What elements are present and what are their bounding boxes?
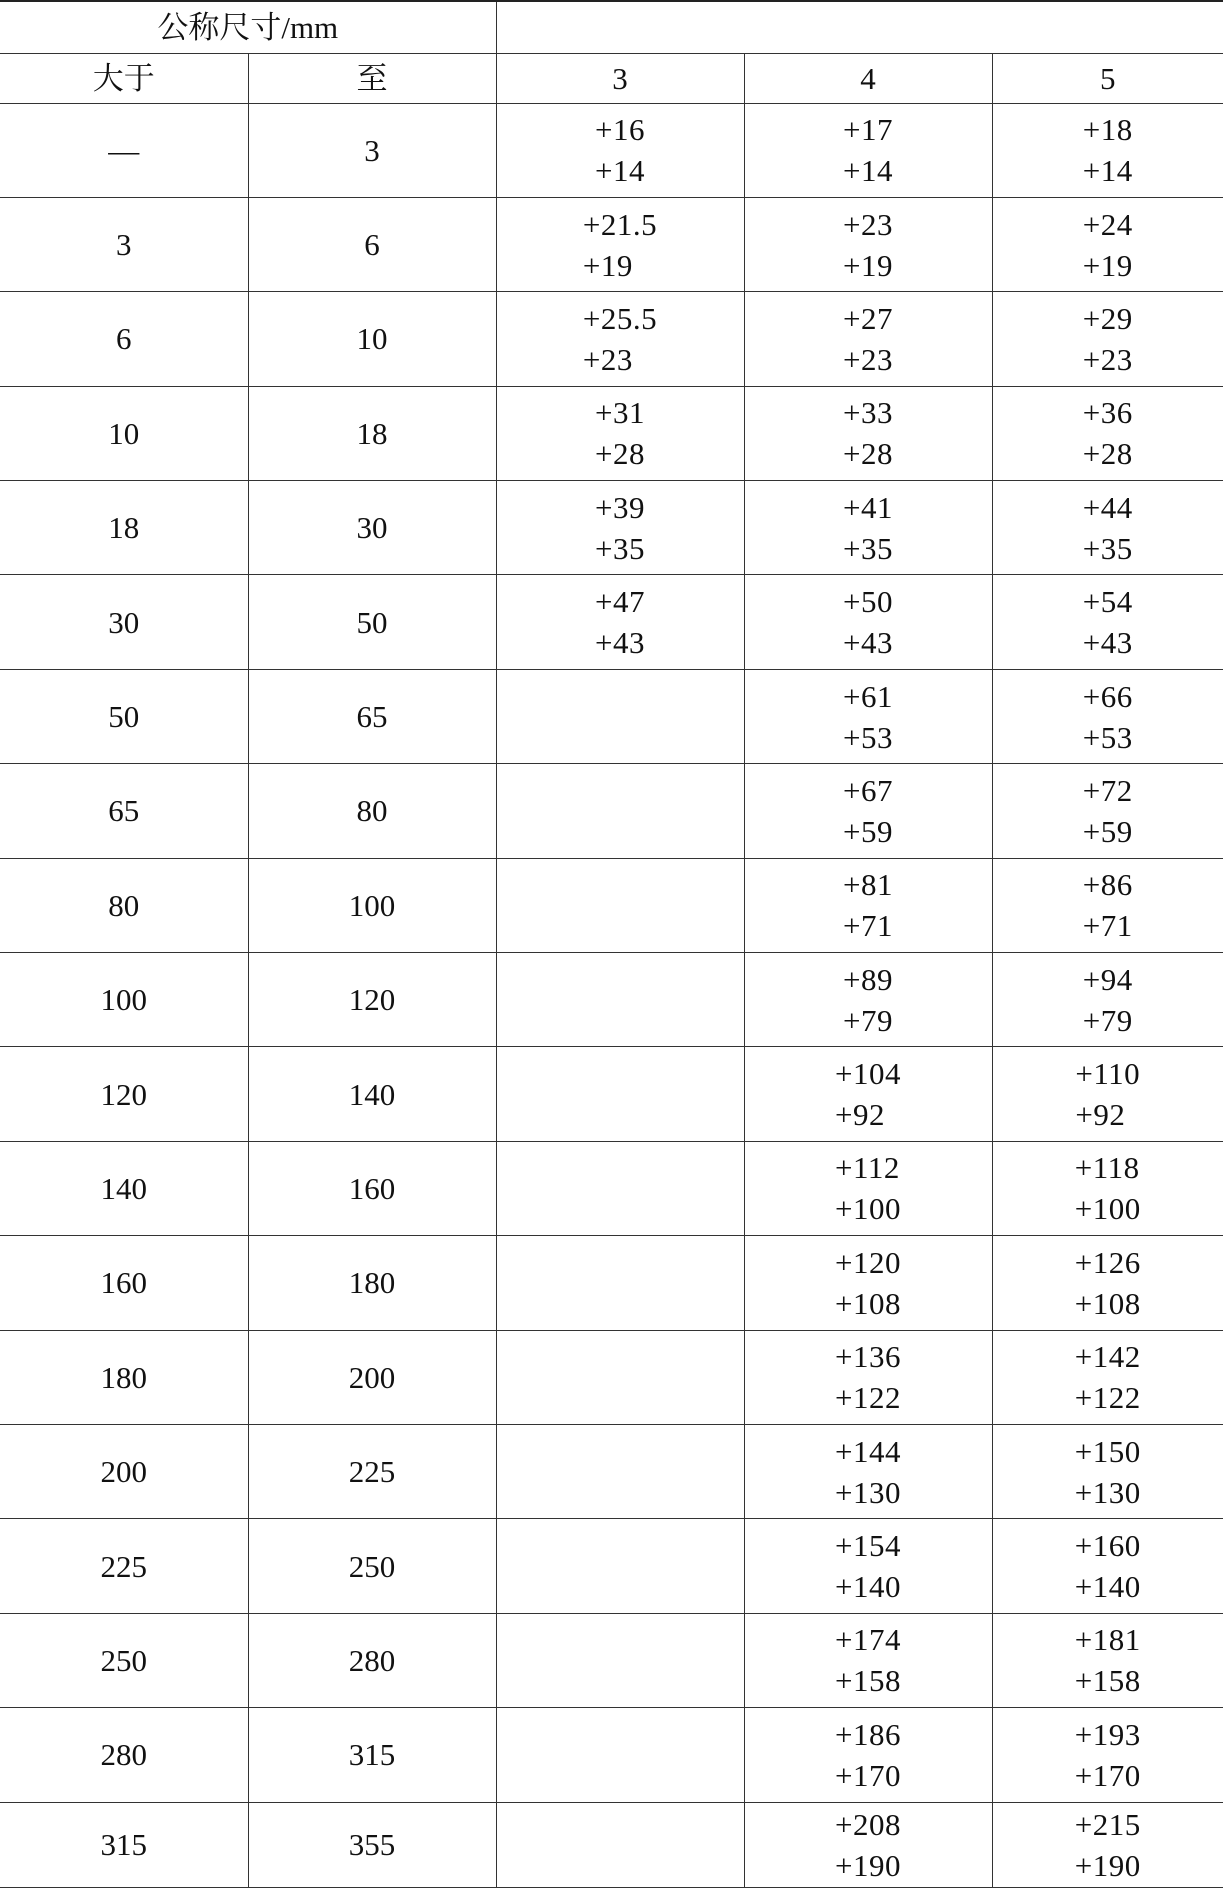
upper-deviation: +160 <box>1074 1528 1141 1564</box>
size-over-cell: 18 <box>0 481 248 575</box>
size-over-cell: 250 <box>0 1613 248 1707</box>
lower-deviation: +28 <box>595 436 645 472</box>
deviation-cell-g4 <box>744 1141 992 1235</box>
deviation-cell-g4 <box>744 1802 992 1887</box>
lower-deviation: +53 <box>1082 719 1133 755</box>
lower-deviation: +43 <box>1082 625 1133 661</box>
upper-deviation: +39 <box>595 489 645 525</box>
lower-deviation: +79 <box>1082 1002 1133 1038</box>
lower-deviation: +43 <box>843 625 893 661</box>
table-row <box>0 1424 1223 1518</box>
size-over-cell: 30 <box>0 575 248 669</box>
lower-deviation: +59 <box>1082 813 1133 849</box>
deviation-cell-g4 <box>744 575 992 669</box>
lower-deviation: +19 <box>1082 247 1133 283</box>
deviation-pair <box>835 1714 901 1796</box>
upper-deviation: +66 <box>1082 678 1133 714</box>
upper-deviation: +154 <box>835 1528 901 1564</box>
deviation-pair <box>1075 1336 1141 1418</box>
upper-deviation: +181 <box>1074 1622 1141 1658</box>
size-to-cell: 200 <box>248 1330 496 1424</box>
upper-deviation: +41 <box>843 489 893 525</box>
upper-deviation: +94 <box>1082 961 1133 997</box>
header-row-columns <box>0 53 1223 103</box>
deviation-pair <box>1083 487 1133 569</box>
deviation-pair <box>1083 298 1133 380</box>
deviation-pair <box>843 676 893 758</box>
size-over-cell: 100 <box>0 953 248 1047</box>
size-over-cell: 180 <box>0 1330 248 1424</box>
upper-deviation: +144 <box>835 1433 901 1469</box>
grade-header-blank <box>496 1 1223 53</box>
deviation-pair <box>835 1242 901 1324</box>
table-row <box>0 1613 1223 1707</box>
lower-deviation: +170 <box>835 1757 901 1793</box>
deviation-cell-g3 <box>496 481 744 575</box>
upper-deviation: +21.5 <box>582 206 658 242</box>
deviation-cell-g4 <box>744 764 992 858</box>
upper-deviation: +104 <box>835 1056 901 1092</box>
size-to-cell: 18 <box>248 386 496 480</box>
upper-deviation: +16 <box>595 112 645 148</box>
lower-deviation: +19 <box>582 247 633 283</box>
size-to-cell: 50 <box>248 575 496 669</box>
upper-deviation: +89 <box>843 961 893 997</box>
deviation-cell-g5 <box>992 858 1223 952</box>
deviation-cell-g3 <box>496 386 744 480</box>
size-to-cell: 80 <box>248 764 496 858</box>
upper-deviation: +110 <box>1075 1056 1141 1092</box>
lower-deviation: +23 <box>843 341 893 377</box>
upper-deviation: +67 <box>843 772 893 808</box>
upper-deviation: +150 <box>1074 1433 1141 1469</box>
table-row <box>0 386 1223 480</box>
size-over-cell: 80 <box>0 858 248 952</box>
deviation-cell-g5 <box>992 1613 1223 1707</box>
upper-deviation: +17 <box>843 112 893 148</box>
lower-deviation: +14 <box>595 153 645 189</box>
deviation-cell-g4 <box>744 1236 992 1330</box>
upper-deviation: +27 <box>843 300 893 336</box>
deviation-pair <box>843 204 893 286</box>
upper-deviation: +24 <box>1082 206 1133 242</box>
lower-deviation: +59 <box>843 813 893 849</box>
lower-deviation: +71 <box>843 908 893 944</box>
size-to-cell: 140 <box>248 1047 496 1141</box>
size-over-cell: 280 <box>0 1708 248 1802</box>
deviation-cell-g5 <box>992 292 1223 386</box>
deviation-pair <box>835 1525 901 1607</box>
upper-deviation: +186 <box>835 1716 901 1752</box>
size-over-cell: 160 <box>0 1236 248 1330</box>
deviation-pair <box>843 298 893 380</box>
deviation-pair <box>1083 959 1133 1041</box>
deviation-pair <box>1075 1242 1141 1324</box>
deviation-pair <box>595 487 645 569</box>
nominal-size-title: 公称尺寸/mm <box>0 1 496 53</box>
deviation-pair <box>843 864 893 946</box>
deviation-pair <box>835 1336 901 1418</box>
deviation-cell-g3 <box>496 1613 744 1707</box>
size-to-cell: 30 <box>248 481 496 575</box>
table-row <box>0 1236 1223 1330</box>
column-header-grade-3: 3 <box>496 53 744 103</box>
deviation-cell-g3 <box>496 1330 744 1424</box>
column-header-over: 大于 <box>0 53 248 103</box>
size-over-cell: 50 <box>0 669 248 763</box>
deviation-pair <box>843 392 893 474</box>
column-header-grade-5: 5 <box>992 53 1223 103</box>
deviation-cell-g4 <box>744 1047 992 1141</box>
deviation-pair <box>843 581 893 663</box>
deviation-cell-g3 <box>496 292 744 386</box>
deviation-pair <box>1075 1053 1140 1135</box>
table-row <box>0 481 1223 575</box>
size-over-cell: 200 <box>0 1424 248 1518</box>
lower-deviation: +79 <box>843 1002 893 1038</box>
table-row <box>0 764 1223 858</box>
upper-deviation: +23 <box>843 206 893 242</box>
size-to-cell: 280 <box>248 1613 496 1707</box>
deviation-cell-g3 <box>496 858 744 952</box>
size-over-cell: 3 <box>0 197 248 291</box>
deviation-pair <box>843 770 893 852</box>
deviation-cell-g4 <box>744 481 992 575</box>
upper-deviation: +36 <box>1082 395 1133 431</box>
table-row <box>0 1141 1223 1235</box>
size-to-cell: 160 <box>248 1141 496 1235</box>
size-over-cell: 10 <box>0 386 248 480</box>
upper-deviation: +142 <box>1074 1339 1141 1375</box>
table-row <box>0 292 1223 386</box>
deviation-pair <box>595 581 645 663</box>
size-to-cell: 3 <box>248 103 496 197</box>
table-row <box>0 1708 1223 1802</box>
deviation-pair <box>583 298 657 380</box>
lower-deviation: +130 <box>835 1474 901 1510</box>
deviation-pair <box>1075 1804 1141 1886</box>
lower-deviation: +35 <box>843 530 893 566</box>
size-over-cell: 6 <box>0 292 248 386</box>
deviation-pair <box>835 1431 901 1513</box>
size-to-cell: 10 <box>248 292 496 386</box>
deviation-pair <box>583 204 657 286</box>
deviation-pair <box>1083 204 1133 286</box>
deviation-pair <box>595 109 645 191</box>
size-over-cell: 65 <box>0 764 248 858</box>
deviation-cell-g3 <box>496 1141 744 1235</box>
deviation-cell-g3 <box>496 197 744 291</box>
deviation-cell-g5 <box>992 1519 1223 1613</box>
deviation-cell-g3 <box>496 953 744 1047</box>
deviation-cell-g4 <box>744 103 992 197</box>
deviation-cell-g4 <box>744 292 992 386</box>
deviation-cell-g3 <box>496 669 744 763</box>
deviation-cell-g4 <box>744 953 992 1047</box>
deviation-cell-g5 <box>992 575 1223 669</box>
upper-deviation: +33 <box>843 395 893 431</box>
table-row <box>0 858 1223 952</box>
table-row <box>0 1047 1223 1141</box>
deviation-cell-g4 <box>744 1519 992 1613</box>
upper-deviation: +61 <box>843 678 893 714</box>
deviation-cell-g5 <box>992 1424 1223 1518</box>
deviation-cell-g3 <box>496 1708 744 1802</box>
lower-deviation: +158 <box>1074 1663 1141 1699</box>
lower-deviation: +190 <box>835 1847 901 1883</box>
upper-deviation: +215 <box>1074 1806 1141 1842</box>
lower-deviation: +140 <box>1074 1569 1141 1605</box>
upper-deviation: +81 <box>843 867 893 903</box>
table-row <box>0 1519 1223 1613</box>
size-over-cell: — <box>0 103 248 197</box>
upper-deviation: +86 <box>1082 867 1133 903</box>
upper-deviation: +136 <box>835 1339 901 1375</box>
size-to-cell: 225 <box>248 1424 496 1518</box>
lower-deviation: +100 <box>835 1191 901 1227</box>
lower-deviation: +92 <box>1075 1097 1126 1133</box>
deviation-cell-g4 <box>744 1424 992 1518</box>
table-row <box>0 103 1223 197</box>
size-to-cell: 355 <box>248 1802 496 1887</box>
deviation-pair <box>835 1053 901 1135</box>
deviation-cell-g5 <box>992 481 1223 575</box>
deviation-pair <box>1083 676 1133 758</box>
deviation-cell-g5 <box>992 1236 1223 1330</box>
lower-deviation: +158 <box>835 1663 901 1699</box>
header-row-title <box>0 1 1223 53</box>
upper-deviation: +29 <box>1082 300 1133 336</box>
table-row <box>0 953 1223 1047</box>
deviation-pair <box>1075 1619 1141 1701</box>
upper-deviation: +44 <box>1082 489 1133 525</box>
deviation-cell-g5 <box>992 953 1223 1047</box>
lower-deviation: +14 <box>843 153 893 189</box>
size-to-cell: 6 <box>248 197 496 291</box>
upper-deviation: +18 <box>1082 112 1133 148</box>
deviation-pair <box>835 1147 901 1229</box>
deviation-pair <box>1083 392 1133 474</box>
lower-deviation: +92 <box>835 1097 885 1133</box>
table-row <box>0 575 1223 669</box>
size-to-cell: 65 <box>248 669 496 763</box>
deviation-cell-g3 <box>496 764 744 858</box>
upper-deviation: +50 <box>843 584 893 620</box>
upper-deviation: +118 <box>1074 1150 1140 1186</box>
deviation-cell-g4 <box>744 197 992 291</box>
deviation-cell-g4 <box>744 858 992 952</box>
upper-deviation: +126 <box>1074 1244 1141 1280</box>
table-row <box>0 1802 1223 1887</box>
deviation-cell-g3 <box>496 1236 744 1330</box>
deviation-cell-g3 <box>496 1047 744 1141</box>
lower-deviation: +35 <box>595 530 645 566</box>
deviation-pair <box>1075 1714 1141 1796</box>
lower-deviation: +140 <box>835 1569 901 1605</box>
table-row <box>0 197 1223 291</box>
size-over-cell: 120 <box>0 1047 248 1141</box>
size-to-cell: 315 <box>248 1708 496 1802</box>
upper-deviation: +31 <box>595 395 645 431</box>
lower-deviation: +130 <box>1074 1474 1141 1510</box>
deviation-cell-g5 <box>992 386 1223 480</box>
deviation-cell-g3 <box>496 1519 744 1613</box>
lower-deviation: +122 <box>1074 1380 1141 1416</box>
deviation-cell-g5 <box>992 764 1223 858</box>
upper-deviation: +72 <box>1082 772 1133 808</box>
deviation-pair <box>595 392 645 474</box>
deviation-cell-g3 <box>496 103 744 197</box>
lower-deviation: +71 <box>1082 908 1133 944</box>
upper-deviation: +112 <box>835 1150 900 1186</box>
deviation-pair <box>835 1804 901 1886</box>
table-row <box>0 1330 1223 1424</box>
size-to-cell: 120 <box>248 953 496 1047</box>
upper-deviation: +174 <box>835 1622 901 1658</box>
lower-deviation: +108 <box>835 1285 901 1321</box>
lower-deviation: +170 <box>1074 1757 1141 1793</box>
size-over-cell: 225 <box>0 1519 248 1613</box>
deviation-cell-g4 <box>744 1330 992 1424</box>
lower-deviation: +190 <box>1074 1847 1141 1883</box>
size-to-cell: 250 <box>248 1519 496 1613</box>
deviation-cell-g5 <box>992 1330 1223 1424</box>
size-over-cell: 315 <box>0 1802 248 1887</box>
lower-deviation: +53 <box>843 719 893 755</box>
deviation-cell-g5 <box>992 1802 1223 1887</box>
deviation-pair <box>1075 1525 1141 1607</box>
lower-deviation: +19 <box>843 247 893 283</box>
column-header-to: 至 <box>248 53 496 103</box>
deviation-cell-g5 <box>992 669 1223 763</box>
deviation-pair <box>843 959 893 1041</box>
table-row <box>0 669 1223 763</box>
upper-deviation: +120 <box>835 1244 901 1280</box>
lower-deviation: +28 <box>1082 436 1133 472</box>
upper-deviation: +193 <box>1074 1716 1141 1752</box>
deviation-pair <box>835 1619 901 1701</box>
deviation-pair <box>1083 109 1133 191</box>
deviation-cell-g3 <box>496 1802 744 1887</box>
lower-deviation: +108 <box>1074 1285 1141 1321</box>
deviation-cell-g4 <box>744 669 992 763</box>
deviation-pair <box>1083 770 1133 852</box>
lower-deviation: +122 <box>835 1380 901 1416</box>
lower-deviation: +14 <box>1082 153 1133 189</box>
deviation-cell-g4 <box>744 386 992 480</box>
deviation-cell-g5 <box>992 1047 1223 1141</box>
deviation-cell-g4 <box>744 1613 992 1707</box>
deviation-pair <box>1075 1431 1141 1513</box>
upper-deviation: +25.5 <box>582 300 658 336</box>
deviation-pair <box>1083 581 1133 663</box>
deviation-cell-g3 <box>496 1424 744 1518</box>
deviation-pair <box>1083 864 1133 946</box>
lower-deviation: +35 <box>1082 530 1133 566</box>
deviation-cell-g5 <box>992 1141 1223 1235</box>
upper-deviation: +47 <box>595 584 645 620</box>
deviation-cell-g3 <box>496 575 744 669</box>
lower-deviation: +43 <box>595 625 645 661</box>
upper-deviation: +208 <box>835 1806 901 1842</box>
deviation-pair <box>843 109 893 191</box>
column-header-grade-4: 4 <box>744 53 992 103</box>
deviation-cell-g5 <box>992 103 1223 197</box>
lower-deviation: +100 <box>1074 1191 1141 1227</box>
deviation-pair <box>843 487 893 569</box>
lower-deviation: +23 <box>1082 341 1133 377</box>
deviation-cell-g5 <box>992 197 1223 291</box>
size-to-cell: 180 <box>248 1236 496 1330</box>
lower-deviation: +23 <box>582 341 633 377</box>
lower-deviation: +28 <box>843 436 893 472</box>
size-over-cell: 140 <box>0 1141 248 1235</box>
upper-deviation: +54 <box>1082 584 1133 620</box>
deviation-cell-g5 <box>992 1708 1223 1802</box>
deviation-cell-g4 <box>744 1708 992 1802</box>
deviation-pair <box>1075 1147 1141 1229</box>
size-to-cell: 100 <box>248 858 496 952</box>
